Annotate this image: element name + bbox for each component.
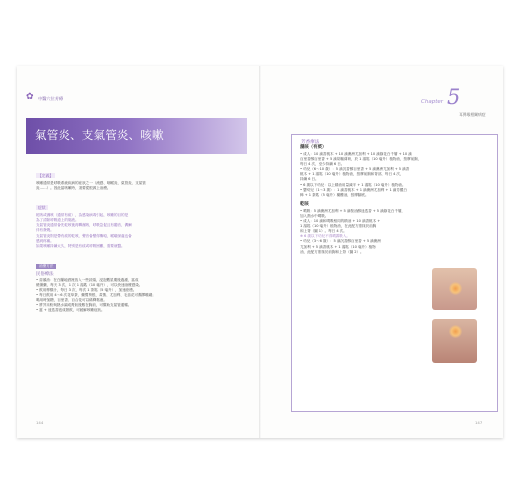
symptom-tag: 症狀 — [38, 205, 46, 211]
treatment-line: • 將芥末粉與熱水調成膏狀後敷在胸前，可幫助支氣管通暢。 — [36, 303, 132, 308]
symptom-line: 為了清除呼吸道上的黏液。 — [36, 218, 79, 223]
application-spot — [449, 325, 462, 338]
chapter-number: 5 — [447, 85, 461, 109]
block2-line: • 幼兒（3～6 歲）：5 滴沉香醇百里香 + 5 滴澳洲 — [300, 239, 381, 244]
treatment-line: • 薑 + 迷迭香泡成熱飲，可緩解咳嗽症狀。 — [36, 308, 105, 313]
aromatherapy-tag: 芳香療法 — [301, 140, 320, 145]
symptom-line: 如果咳嗽持續太久，特別是有痰或呼吸困難，需要就醫。 — [36, 243, 125, 248]
block2-note: ※ 6 歲以下幼兒不得噴霧吸入。 — [300, 234, 350, 239]
block1-line: 桃木 + 1 湯匙（10 毫升）植物油，按摩前胸和背部，每日 4 次， — [300, 172, 404, 177]
definition-line: 咳嗽通常是呼吸系統疾病的症狀之一（流感、咽喉炎、氣管炎、支氣管 — [36, 181, 146, 185]
definition-line: 炎……）。因此當咳嗽時，須要從根源上治療。 — [36, 186, 111, 191]
neck-photo — [432, 319, 477, 363]
block2-line: 1 湯匙（10 毫升）植物油，在此配方塗抹於前胸 — [300, 224, 377, 229]
block1-line: 百里香醇百里香 + 5 滴胡椒薄荷，於 1 湯匙（10 毫升）植物油，按摩前胸， — [300, 157, 422, 162]
upper-back-photo — [432, 268, 477, 310]
book-gutter — [259, 66, 261, 438]
block1-heading: 濕咳（有痰） — [300, 145, 327, 150]
treatment-heading: 民俗療法 — [36, 271, 54, 277]
block2-line: • 成人：10 滴和噴吸相同的精油 + 10 滴香桃木 + — [300, 219, 381, 224]
chapter-mark — [421, 85, 495, 117]
block2-line: • 噴吸：5 滴澳洲尤加利 + 5 滴桉油醇迷迭香 + 5 滴綠花白千層， — [300, 208, 405, 213]
application-spot — [449, 282, 462, 295]
symptom-line: 支氣管炎則是帶有痰的乾咳，聲音會變得嘶啞，喉嚨深處也會 — [36, 233, 132, 238]
symptom-line: 伴有發燒。 — [36, 228, 54, 233]
block1-line: 每日 4 次，至少持續 6 日。 — [300, 162, 345, 167]
treatment-tag: 治療方法 — [36, 264, 56, 269]
definition-tag: 【定義】 — [38, 173, 54, 178]
block1-line: • 幼兒（6～10 歲）：5 滴沉香醇百里香 + 5 滴澳洲尤加利 + 5 滴香 — [300, 167, 410, 172]
chapter-word: Chapter — [421, 99, 443, 105]
title-band — [26, 118, 247, 154]
chapter-subtitle: 耳鼻喉相關病症 — [459, 112, 486, 117]
treatment-line: • 蒜頭油：在白蘭地酒裡放入一些蒜頭，浸泡數星期後過濾，當成 — [36, 277, 139, 282]
block1-line: 樟 + 1 茶匙（5 毫升）橄欖油，按摩腳底。 — [300, 192, 369, 197]
block1-line: • 成人：10 滴香桃木 + 10 滴澳洲尤加利 + 10 滴綠花白千層 + 10 滴 — [300, 152, 412, 156]
symptom-line: 乾咳或濕咳（通常有痰），為感染病毒引起，咳嗽的目的是 — [36, 213, 129, 218]
treatment-line: 喝用時加糖，百里香、百合花可以稀釋黏液。 — [36, 298, 107, 303]
page-number-right: 147 — [475, 420, 483, 425]
symptom-line: 感到疼痛。 — [36, 238, 54, 243]
treatment-line: • 飲用檸檬汁，每日 3 次，每次 1 茶匙（5 毫升），加速痊癒。 — [36, 288, 137, 293]
block2-line: 和上背（圖 1）。每日 4 次。 — [300, 229, 347, 234]
page-title: 氣管炎、支氣管炎、咳嗽 — [35, 128, 164, 142]
treatment-line: 燒傷藥，每天 3 次，1 次 1 湯匙（10 毫升），可以快速治療感染。 — [36, 282, 143, 287]
block1-line: • 6 歲以下幼兒：以上精油用量減半 + 1 湯匙（10 毫升）植物油。 — [300, 182, 406, 187]
block2-heading: 乾咳 — [300, 201, 309, 207]
page-number-left: 144 — [36, 420, 44, 425]
block2-line: 油，此配方塗抹於前胸和上背（圖 2）。 — [300, 249, 364, 254]
block2-line: 加入熱水中噴吸。 — [300, 213, 329, 218]
block2-line: 尤加利 + 5 滴香桃木 + 1 湯匙（10 毫升）植物 — [300, 244, 376, 249]
block1-line: 持續 6 日。 — [300, 177, 319, 182]
treatment-line: • 每日飲用 4～6 次花草茶，藥蜀葵根、黃蓍、尤加利、毛蕊花可潤澤喉嚨； — [36, 293, 156, 298]
symptom-line: 支氣管炎通常會先乾咳後再轉濕咳，呼吸急促且有聽音，偶爾 — [36, 223, 132, 228]
running-head-label: 中醫穴位芳療 — [38, 96, 64, 101]
flower-icon: ✿ — [26, 92, 34, 102]
left-page-body — [36, 162, 242, 314]
right-page-body — [300, 144, 492, 255]
block1-line: • 嬰幼兒（1～3 歲）：1 滴香桃木 + 1 滴澳洲尤加利 + 1 滴芳羅白 — [300, 187, 407, 192]
